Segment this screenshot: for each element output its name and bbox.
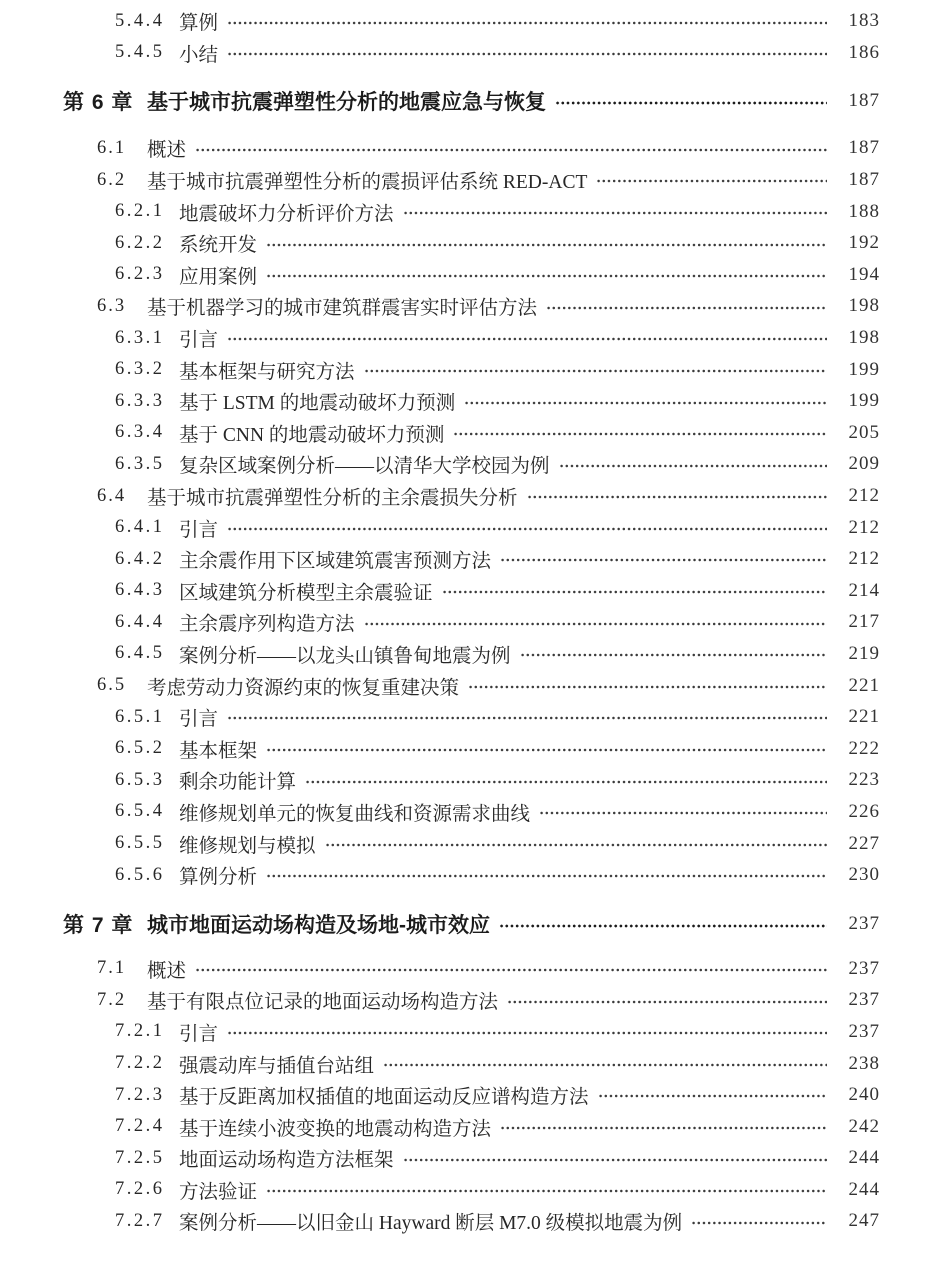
toc-chapter-row <box>0 85 941 118</box>
entry-title: 基于有限点位记录的地面运动场构造方法 <box>147 992 499 1014</box>
entry-title: 基于 CNN 的地震动破坏力预测 <box>179 424 445 446</box>
toc-entry-row <box>0 953 941 985</box>
entry-title: 基于机器学习的城市建筑群震害实时评估方法 <box>147 298 538 320</box>
entry-page-number: 188 <box>848 200 880 222</box>
entry-page-number: 198 <box>848 295 880 317</box>
dot-leader <box>559 449 827 481</box>
entry-title: 算例分析 <box>179 867 258 889</box>
dot-leader <box>500 1111 827 1143</box>
entry-page-number: 187 <box>848 137 880 159</box>
entry-number: 6.5.6 <box>115 864 165 885</box>
entry-number: 6.5 <box>97 675 127 696</box>
toc-entry-row <box>0 1111 941 1143</box>
dot-leader <box>325 828 827 860</box>
entry-title: 地震破坏力分析评价方法 <box>179 203 394 225</box>
entry-title: 剩余功能计算 <box>179 772 297 794</box>
entry-number: 7.2.6 <box>115 1179 165 1200</box>
entry-number: 7.2.4 <box>115 1116 165 1137</box>
toc-entry-row <box>0 354 941 386</box>
dot-leader <box>520 638 827 670</box>
dot-leader <box>546 291 827 323</box>
toc-entry-row <box>0 196 941 228</box>
dot-leader <box>555 85 827 118</box>
entry-page-number: 244 <box>848 1147 880 1169</box>
dot-leader <box>266 1174 827 1206</box>
entry-page-number: 230 <box>848 864 880 886</box>
entry-page-number: 209 <box>848 453 880 475</box>
toc-entry-row <box>0 701 941 733</box>
entry-number: 6.3.4 <box>115 422 165 443</box>
dot-leader <box>499 908 827 941</box>
entry-title: 引言 <box>179 709 219 731</box>
dot-leader <box>383 1048 827 1080</box>
dot-leader <box>266 227 827 259</box>
entry-page-number: 223 <box>848 769 880 791</box>
entry-title: 维修规划与模拟 <box>179 835 316 857</box>
entry-page-number: 187 <box>848 169 880 191</box>
entry-page-number: 219 <box>848 642 880 664</box>
toc-entry-row <box>0 765 941 797</box>
entry-number: 6.5.2 <box>115 738 165 759</box>
dot-leader <box>598 1079 827 1111</box>
entry-number: 6.1 <box>97 137 127 158</box>
toc-entry-row <box>0 449 941 481</box>
dot-leader <box>266 859 827 891</box>
entry-title: 算例 <box>179 13 219 35</box>
dot-leader <box>442 575 827 607</box>
entry-page-number: 237 <box>848 1020 880 1042</box>
entry-number: 7.2 <box>97 989 127 1010</box>
toc-entry-row <box>0 638 941 670</box>
entry-title: 概述 <box>147 960 187 982</box>
entry-number: 5.4.5 <box>115 42 165 63</box>
entry-title: 基本框架与研究方法 <box>179 361 355 383</box>
entry-page-number: 221 <box>848 706 880 728</box>
entry-page-number: 226 <box>848 800 880 822</box>
entry-number: 6.4.4 <box>115 611 165 632</box>
toc-entry-row <box>0 1048 941 1080</box>
dot-leader <box>403 1143 827 1175</box>
toc-entry-row <box>0 1016 941 1048</box>
entry-page-number: 238 <box>848 1052 880 1074</box>
entry-number: 7.2.3 <box>115 1084 165 1105</box>
dot-leader <box>468 670 827 702</box>
entry-page-number: 222 <box>848 737 880 759</box>
toc-entry-row <box>0 227 941 259</box>
toc-entry-row <box>0 607 941 639</box>
entry-title: 强震动库与插值台站组 <box>179 1055 375 1077</box>
entry-page-number: 237 <box>848 913 880 935</box>
entry-title: 基于连续小波变换的地震动构造方法 <box>179 1118 492 1140</box>
dot-leader <box>195 133 827 165</box>
entry-number: 第 6 章 <box>63 91 134 115</box>
toc-entry-row <box>0 985 941 1017</box>
toc-entry-row <box>0 512 941 544</box>
dot-leader <box>364 354 827 386</box>
dot-leader <box>403 196 827 228</box>
entry-number: 7.2.2 <box>115 1053 165 1074</box>
entry-number: 6.5.3 <box>115 769 165 790</box>
entry-page-number: 237 <box>848 989 880 1011</box>
toc-entry-row <box>0 733 941 765</box>
entry-title: 引言 <box>179 1023 219 1045</box>
dot-leader <box>507 985 827 1017</box>
entry-number: 6.4.1 <box>115 517 165 538</box>
toc-entry-row <box>0 417 941 449</box>
entry-page-number: 186 <box>848 41 880 63</box>
dot-leader <box>266 259 827 291</box>
entry-number: 5.4.4 <box>115 10 165 31</box>
toc-entry-row <box>0 37 941 69</box>
toc-entry-row <box>0 6 941 38</box>
entry-number: 7.2.1 <box>115 1021 165 1042</box>
entry-number: 6.3.2 <box>115 359 165 380</box>
entry-title: 基于 LSTM 的地震动破坏力预测 <box>179 393 456 415</box>
entry-page-number: 217 <box>848 611 880 633</box>
entry-number: 6.5.4 <box>115 801 165 822</box>
entry-number: 7.1 <box>97 958 127 979</box>
entry-title: 复杂区域案例分析——以清华大学校园为例 <box>179 456 550 478</box>
dot-leader <box>539 796 827 828</box>
toc-entry-row <box>0 796 941 828</box>
toc-entry-row <box>0 133 941 165</box>
entry-title: 概述 <box>147 140 187 162</box>
dot-leader <box>227 512 827 544</box>
entry-title: 案例分析——以旧金山 Hayward 断层 M7.0 级模拟地震为例 <box>179 1213 683 1235</box>
entry-page-number: 199 <box>848 358 880 380</box>
entry-title: 区域建筑分析模型主余震验证 <box>179 582 433 604</box>
entry-title: 方法验证 <box>179 1181 258 1203</box>
entry-page-number: 199 <box>848 390 880 412</box>
entry-title: 基于反距离加权插值的地面运动反应谱构造方法 <box>179 1087 589 1109</box>
entry-number: 6.3 <box>97 295 127 316</box>
toc-entry-row <box>0 480 941 512</box>
toc-entry-row <box>0 543 941 575</box>
entry-number: 7.2.5 <box>115 1147 165 1168</box>
dot-leader <box>195 953 827 985</box>
entry-title: 主余震序列构造方法 <box>179 614 355 636</box>
dot-leader <box>364 607 827 639</box>
entry-page-number: 194 <box>848 263 880 285</box>
entry-title: 基于城市抗震弹塑性分析的地震应急与恢复 <box>147 91 546 115</box>
dot-leader <box>227 1016 827 1048</box>
entry-number: 6.4.2 <box>115 548 165 569</box>
dot-leader <box>227 6 827 38</box>
entry-number: 6.2.3 <box>115 264 165 285</box>
dot-leader <box>464 385 827 417</box>
entry-number: 6.4 <box>97 485 127 506</box>
entry-number: 6.4.3 <box>115 580 165 601</box>
entry-number: 6.5.5 <box>115 833 165 854</box>
dot-leader <box>453 417 827 449</box>
entry-number: 6.2 <box>97 169 127 190</box>
entry-number: 6.4.5 <box>115 643 165 664</box>
toc-entry-row <box>0 1143 941 1175</box>
toc-entry-row <box>0 291 941 323</box>
entry-title: 地面运动场构造方法框架 <box>179 1150 394 1172</box>
entry-page-number: 212 <box>848 485 880 507</box>
toc-entry-row <box>0 1174 941 1206</box>
entry-page-number: 212 <box>848 548 880 570</box>
entry-title: 基于城市抗震弹塑性分析的震损评估系统 RED-ACT <box>147 172 588 194</box>
dot-leader <box>227 701 827 733</box>
entry-page-number: 240 <box>848 1084 880 1106</box>
entry-title: 考虑劳动力资源约束的恢复重建决策 <box>147 677 460 699</box>
entry-number: 6.3.3 <box>115 390 165 411</box>
entry-page-number: 227 <box>848 832 880 854</box>
entry-page-number: 244 <box>848 1178 880 1200</box>
entry-page-number: 187 <box>848 90 880 112</box>
dot-leader <box>227 37 827 69</box>
toc-entry-row <box>0 859 941 891</box>
entry-page-number: 237 <box>848 957 880 979</box>
entry-number: 第 7 章 <box>63 914 134 938</box>
toc-entry-row <box>0 1079 941 1111</box>
entry-page-number: 221 <box>848 674 880 696</box>
dot-leader <box>266 733 827 765</box>
toc-entry-row <box>0 575 941 607</box>
toc-entry-row <box>0 164 941 196</box>
entry-title: 城市地面运动场构造及场地-城市效应 <box>147 914 490 938</box>
dot-leader <box>500 543 827 575</box>
toc-entry-row <box>0 670 941 702</box>
toc-chapter-row <box>0 908 941 941</box>
entry-page-number: 214 <box>848 579 880 601</box>
entry-number: 6.2.1 <box>115 201 165 222</box>
entry-number: 6.3.1 <box>115 327 165 348</box>
toc-entry-row <box>0 322 941 354</box>
toc-entry-row <box>0 385 941 417</box>
entry-title: 基于城市抗震弹塑性分析的主余震损失分析 <box>147 488 518 510</box>
entry-title: 主余震作用下区域建筑震害预测方法 <box>179 551 492 573</box>
dot-leader <box>227 322 827 354</box>
entry-page-number: 242 <box>848 1115 880 1137</box>
entry-title: 维修规划单元的恢复曲线和资源需求曲线 <box>179 803 531 825</box>
toc-entry-row <box>0 1206 941 1238</box>
dot-leader <box>527 480 827 512</box>
entry-page-number: 183 <box>848 10 880 32</box>
entry-title: 引言 <box>179 330 219 352</box>
entry-page-number: 212 <box>848 516 880 538</box>
toc-entry-row <box>0 259 941 291</box>
entry-title: 应用案例 <box>179 266 258 288</box>
dot-leader <box>596 164 827 196</box>
entry-page-number: 247 <box>848 1210 880 1232</box>
entry-page-number: 198 <box>848 327 880 349</box>
entry-title: 案例分析——以龙头山镇鲁甸地震为例 <box>179 645 511 667</box>
toc-entry-row <box>0 828 941 860</box>
entry-number: 7.2.7 <box>115 1210 165 1231</box>
dot-leader <box>305 765 827 797</box>
entry-number: 6.3.5 <box>115 453 165 474</box>
entry-title: 引言 <box>179 519 219 541</box>
entry-title: 小结 <box>179 44 219 66</box>
entry-title: 基本框架 <box>179 740 258 762</box>
entry-number: 6.2.2 <box>115 232 165 253</box>
entry-page-number: 192 <box>848 232 880 254</box>
entry-title: 系统开发 <box>179 235 258 257</box>
dot-leader <box>691 1206 827 1238</box>
entry-page-number: 205 <box>848 421 880 443</box>
entry-number: 6.5.1 <box>115 706 165 727</box>
